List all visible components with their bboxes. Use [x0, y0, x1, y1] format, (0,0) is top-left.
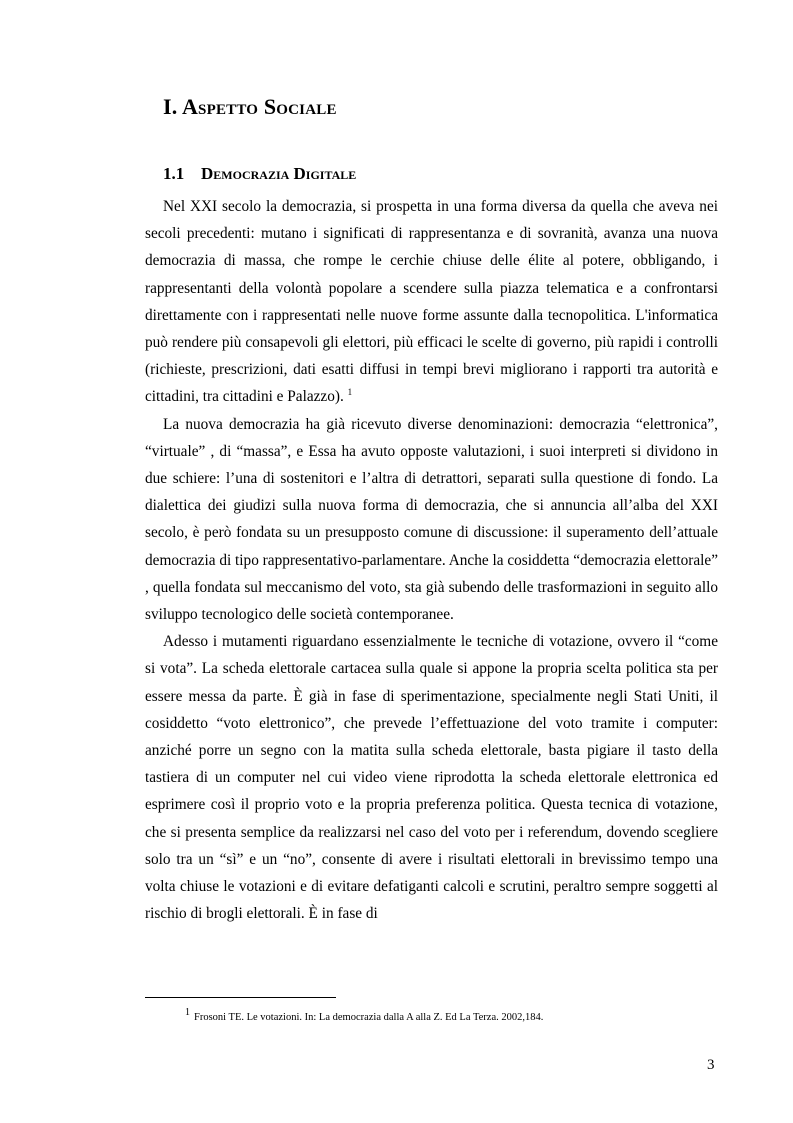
paragraph-text: Adesso i mutamenti riguardano essenzialmente le tecniche di votazione, ovvero il “come si vota”. La scheda elettorale cartacea sulla quale si appone la propria scelta politica sta per essere messa da parte. È già in fase di sperimentazione, specialmente negli Stati Uniti, il cosiddetto “voto elettronico”, che prevede l’effettuazione del voto tramite i computer: anziché porre un segno con la matita sulla scheda elettorale, basta pigiare il tasto della tastiera di un computer nel cui video viene riprodotta la scheda elettorale elettronica ed esprimere così il proprio voto e la propria preferenza politica. Questa tecnica di votazione, che si presenta semplice da realizzarsi nel caso del voto per i referendum, dovendo scegliere solo tra un “sì” e un “no”, consente di avere i risultati elettorali in brevissimo tempo una volta chiuse le votazioni e di evitare defatiganti calcoli e scrutini, peraltro sempre soggetti al rischio di brogli elettorali. È in fase di	[145, 633, 718, 923]
paragraph	[145, 411, 718, 629]
page-number: 3	[707, 1057, 715, 1073]
chapter-title: I. Aspetto Sociale	[163, 94, 337, 119]
body-text	[145, 193, 718, 927]
paragraph	[145, 628, 718, 927]
paragraph-text: La nuova democrazia ha già ricevuto diverse denominazioni: democrazia “elettronica”, “virtuale” , di “massa”, e Essa ha avuto opposte valutazioni, i suoi interpreti si dividono in due schiere: l’una di sostenitori e l’altra di detrattori, separati sulla questione di fondo. La dialettica dei giudizi sulla nuova forma di democrazia, che si annuncia all’alba del XXI secolo, è però fondata su un presupposto comune di discussione: il superamento dell’attuale democrazia di tipo rappresentativo-parlamentare. Anche la cosiddetta “democrazia elettorale” , quella fondata sul meccanismo del voto, sta già subendo delle trasformazioni in seguito allo sviluppo tecnologico delle società contemporanee.	[145, 415, 718, 624]
section-number: 1.1	[163, 164, 185, 183]
paragraph-text: Nel XXI secolo la democrazia, si prospetta in una forma diversa da quella che aveva nei secoli precedenti: mutano i significati di rappresentanza e di sovranità, avanza una nuova democrazia di massa, che rompe le cerchie chiuse delle élite al potere, obbligando, i rappresentanti della volontà popolare a scendere sulla piazza telematica e a confrontarsi direttamente con i rappresentati nelle nuove forme assunte dalla tecnopolitica. L'informatica può rendere più consapevoli gli elettori, più efficaci le scelte di governo, più rapidi i controlli (richieste, prescrizioni, dati esatti diffusi in tempi brevi migliorano i rapporti tra autorità e cittadini, tra cittadini e Palazzo).	[145, 198, 718, 406]
section-heading	[163, 164, 356, 184]
footnote-divider	[145, 997, 336, 998]
footnote-text: Frosoni TE. Le votazioni. In: La democrazia dalla A alla Z. Ed La Terza. 2002,184.	[194, 1012, 544, 1023]
section-title: Democrazia Digitale	[201, 164, 357, 183]
footnote	[185, 1007, 543, 1023]
paragraph	[145, 193, 718, 411]
footnote-marker: 1	[185, 1007, 190, 1018]
footnote-reference[interactable]: 1	[347, 387, 353, 398]
